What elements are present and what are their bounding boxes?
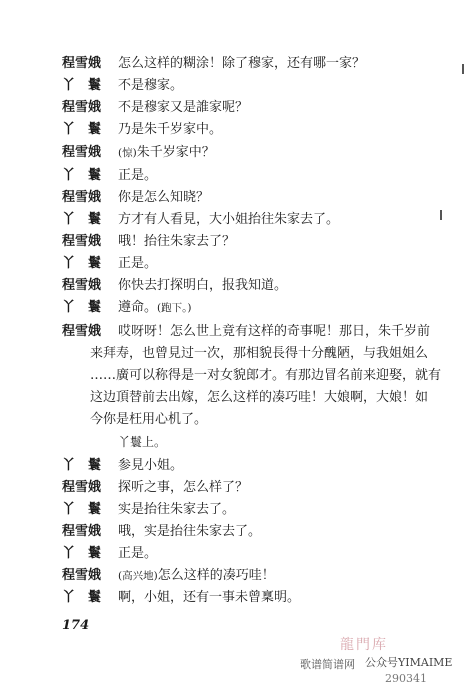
speaker-label: 丫 鬟 xyxy=(62,212,102,227)
continuation-line: 这边頂替前去出嫁，怎么这样的凑巧哇！大娘啊，大娘！如 xyxy=(90,390,429,405)
dialogue-line xyxy=(62,188,209,208)
line-text: 你快去打探明白，报我知道。 xyxy=(118,278,288,293)
line-text: 朱千岁家中？ xyxy=(136,145,215,160)
speaker-label: 程雪娥 xyxy=(62,100,102,115)
speaker-label: 丫 鬟 xyxy=(62,78,102,93)
line-text: 不是穆家。 xyxy=(118,78,184,93)
line-text: 哎呀呀！怎么世上竟有这样的奇事呢！那日，朱千岁前 xyxy=(118,324,431,339)
dialogue-line xyxy=(62,500,235,520)
speaker-label: 程雪娥 xyxy=(62,190,102,205)
speaker-label: 程雪娥 xyxy=(62,480,102,495)
continuation-line: 今你是枉用心机了。 xyxy=(90,412,208,427)
page-number: 174 xyxy=(62,618,90,633)
speaker-label: 程雪娥 xyxy=(62,324,102,339)
speaker-label: 丫 鬟 xyxy=(62,256,102,271)
speaker-label: 程雪娥 xyxy=(62,145,102,160)
line-text: 怎么这样的凑巧哇！ xyxy=(157,568,275,583)
watermark-site-label: 歌谱简谱网 xyxy=(300,658,355,671)
line-text: 遵命。 xyxy=(118,300,158,315)
speaker-label: 丫 鬟 xyxy=(62,168,102,183)
dialogue-line xyxy=(62,54,365,74)
watermark-brand: 龍門库 xyxy=(340,637,388,653)
line-text: 怎么这样的糊涂！除了穆家，还有哪一家？ xyxy=(118,56,366,71)
continuation-line: 来拜寿，也曾見过一次，那相貌長得十分醜陋，与我姐姐么 xyxy=(90,346,429,361)
dialogue-line xyxy=(62,276,287,296)
line-text: 啊，小姐，还有一事未曾稟明。 xyxy=(118,590,301,605)
continuation-line: ……廣可以称得是一对女貌郎才。有那边冒名前来迎娶，就有 xyxy=(90,368,442,383)
dialogue-line xyxy=(62,120,222,140)
dialogue-line xyxy=(62,322,430,342)
speaker-label: 丫 鬟 xyxy=(62,458,102,473)
speaker-label: 程雪娥 xyxy=(62,56,102,71)
speaker-label: 程雪娥 xyxy=(62,234,102,249)
dialogue-line xyxy=(62,143,215,163)
stage-direction: (高兴地) xyxy=(118,570,158,582)
speaker-label: 丫 鬟 xyxy=(62,502,102,517)
speaker-label: 程雪娥 xyxy=(62,568,102,583)
dialogue-line xyxy=(62,544,157,564)
stage-direction: 丫鬟上。 xyxy=(118,435,167,449)
speaker-label: 丫 鬟 xyxy=(62,546,102,561)
line-text: 参見小姐。 xyxy=(118,458,184,473)
line-text: 你是怎么知晓？ xyxy=(118,190,210,205)
watermark-number: 290341 xyxy=(385,672,427,685)
dialogue-line xyxy=(62,76,183,96)
line-text: 哦！抬往朱家去了？ xyxy=(118,234,236,249)
stage-direction: (惊) xyxy=(118,147,137,159)
dialogue-line xyxy=(62,588,300,608)
line-text: 探听之事，怎么样了？ xyxy=(118,480,249,495)
dialogue-line xyxy=(62,232,235,252)
dialogue-line xyxy=(62,298,191,318)
line-text: 正是。 xyxy=(118,546,158,561)
dialogue-line xyxy=(62,98,248,118)
line-text: 正是。 xyxy=(118,168,158,183)
line-text: 不是穆家又是誰家呢？ xyxy=(118,100,249,115)
scan-mark xyxy=(440,210,442,220)
line-text: 方才有人看見，大小姐抬往朱家去了。 xyxy=(118,212,340,227)
speaker-label: 程雪娥 xyxy=(62,524,102,539)
dialogue-line xyxy=(62,456,183,476)
watermark-platform: 公众号YIMAIME xyxy=(365,656,453,669)
scan-mark xyxy=(462,64,464,74)
speaker-label: 程雪娥 xyxy=(62,278,102,293)
dialogue-line xyxy=(62,166,157,186)
speaker-label: 丫 鬟 xyxy=(62,590,102,605)
dialogue-line xyxy=(62,478,248,498)
line-text: 哦，实是抬往朱家去了。 xyxy=(118,524,262,539)
stage-direction: (跑下。) xyxy=(157,302,192,314)
dialogue-line xyxy=(62,210,339,230)
dialogue-line xyxy=(62,522,261,542)
dialogue-line xyxy=(62,254,157,274)
speaker-label: 丫 鬟 xyxy=(62,122,102,137)
dialogue-line xyxy=(62,566,275,586)
speaker-label: 丫 鬟 xyxy=(62,300,102,315)
line-text: 乃是朱千岁家中。 xyxy=(118,122,223,137)
line-text: 实是抬往朱家去了。 xyxy=(118,502,236,517)
line-text: 正是。 xyxy=(118,256,158,271)
